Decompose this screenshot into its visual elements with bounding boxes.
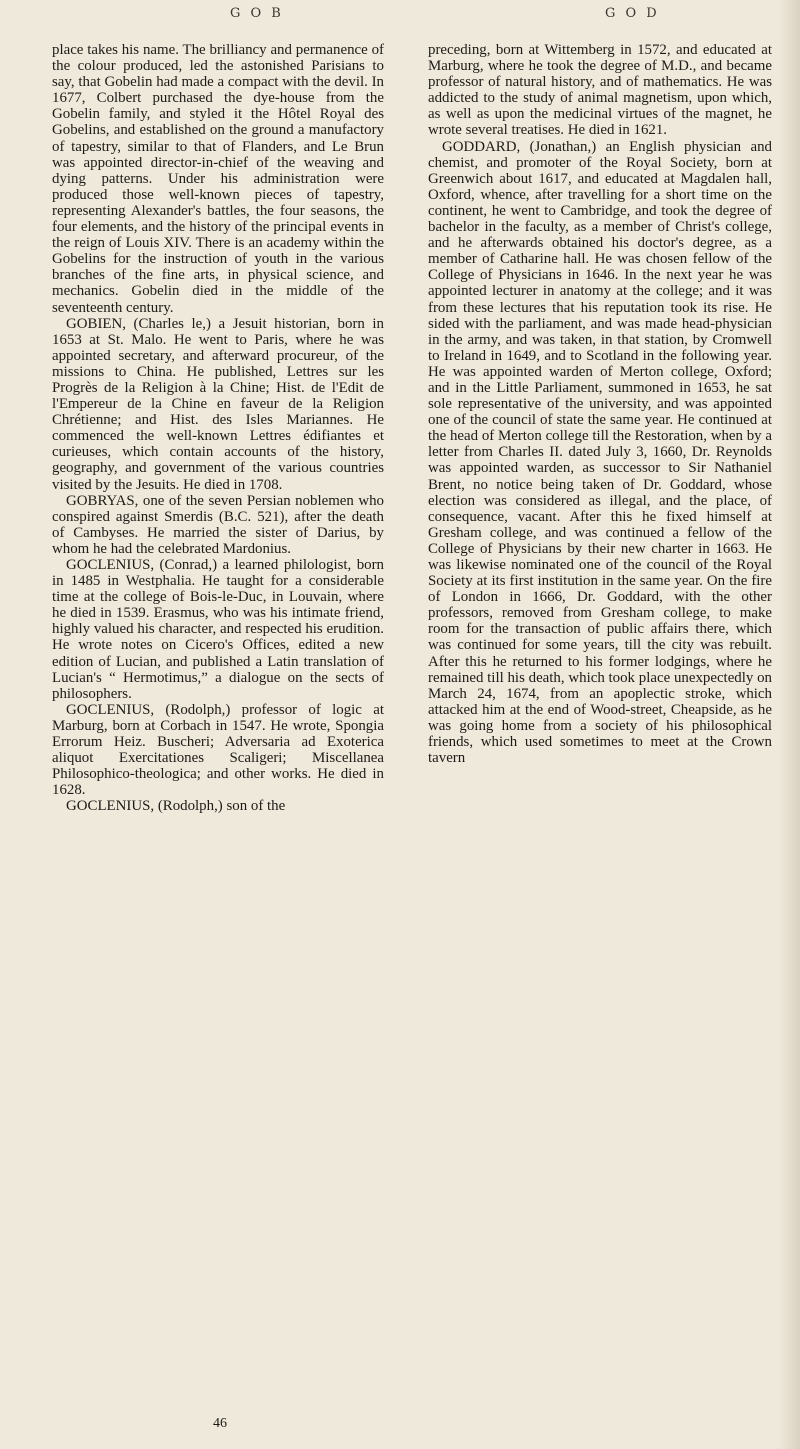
- page-edge-shadow: [778, 0, 800, 1449]
- paragraph: preceding, born at Wittemberg in 1572, and educated at Marburg, where he took the degree of M.D., and became professor of natural history, and of mathematics. He was addicted to the study of animal magnetism, upon which, as well as upon the medicinal virtues of the magnet, he wrote several treatises. He died in 1621.: [428, 42, 772, 139]
- entry-gobryas: GOBRYAS, one of the seven Persian noblemen who conspired against Smerdis (B.C. 521), after the death of Cambyses. He married the sister of Darius, by whom he had the celebrated Mardonius.: [52, 492, 384, 557]
- entry-goclenius-rodolph: GOCLENIUS, (Rodolph,) professor of logic at Marburg, born at Corbach in 1547. He wrote, Spongia Errorum Heiz. Buscheri; Adversaria ad Exoterica aliquot Exercitationes Scaligeri; Miscellanea Philosophico-theologica; and other works. He died in 1628.: [52, 701, 384, 799]
- entry-goclenius-conrad: GOCLENIUS, (Conrad,) a learned philologist, born in 1485 in Westphalia. He taught for a considerable time at the college of Bois-le-Duc, in Louvain, where he died in 1539. Erasmus, who was his intimate friend, highly valued his character, and respected his erudition. He wrote notes on Cicero's Offices, edited a new edition of Lucian, and published a Latin translation of Lucian's “ Hermotimus,” a dialogue on the sects of philosophers.: [52, 557, 384, 702]
- right-column: [428, 42, 772, 766]
- entry-goddard: GODDARD, (Jonathan,) an English physician and chemist, and promoter of the Royal Society, born at Greenwich about 1617, and educated at Magdalen hall, Oxford, whence, after travelling for a short time on the continent, he went to Cambridge, and took the degree of bachelor in the faculty, as a member of Christ's college, and he afterwards obtained his doctor's degree, as a member of Catharine hall. He was chosen fellow of the College of Physicians in 1646. In the next year he was appointed lecturer in anatomy at the college; and it was from these lectures that his reputation took its rise. He sided with the parliament, and was made head-physician in the army, and was taken, in that station, by Cromwell to Ireland in 1649, and to Scotland in the following year. He was appointed warden of Merton college, Oxford; and in the Little Parliament, summoned in 1653, he sat sole representative of the university, and was appointed one of the council of state the same year. He continued at the head of Merton college till the Restoration, when by a letter from Charles II. dated July 3, 1660, Dr. Reynolds was appointed warden, as successor to Sir Nathaniel Brent, no notice being taken of Dr. Goddard, whose election was considered as illegal, and the place, of consequence, vacant. After this he fixed himself at Gresham college, and was continued a fellow of the College of Physicians by their new charter in 1663. He was likewise nominated one of the council of the Royal Society at its first institution in the same year. On the fire of London in 1666, Dr. Goddard, with the other professors, removed from Gresham college, to make room for the transaction of public affairs there, which was continued for some years, till the city was rebuilt. After this he returned to his former lodgings, where he remained till his death, which took place unexpectedly on March 24, 1674, from an apoplectic stroke, which attacked him at the end of Wood-street, Cheapside, as he was going home from a society of his philosophical friends, which used sometimes to meet at the Crown tavern: [428, 138, 772, 767]
- running-header-left: G O B: [230, 6, 284, 21]
- entry-gobien: GOBIEN, (Charles le,) a Jesuit historian, born in 1653 at St. Malo. He went to Paris, where he was appointed secretary, and afterward procureur, of the missions to China. He published, Lettres sur les Progrès de la Religion à la Chine; Hist. de l'Edit de l'Empereur de la Chine en faveur de la Religion Chrétienne; and Hist. des Isles Mariannes. He commenced the well-known Lettres édifiantes et curieuses, which contain accounts of the history, geography, and government of the various countries visited by the Jesuits. He died in 1708.: [52, 315, 384, 493]
- left-column: [52, 42, 384, 815]
- paragraph: place takes his name. The brilliancy and permanence of the colour produced, led the astonished Parisians to say, that Gobelin had made a compact with the devil. In 1677, Colbert purchased the dye-house from the Gobelin family, and styled it the Hôtel Royal des Gobelins, and established on the ground a manufactory of tapestry, similar to that of Flanders, and Le Brun was appointed director-in-chief of the weaving and dying patterns. Under his administration were produced those well-known pieces of tapestry, representing Alexander's battles, the four seasons, the four elements, and the history of the principal events in the reign of Louis XIV. There is an academy within the Gobelins for the instruction of youth in the various branches of the fine arts, in physical science, and mechanics. Gobelin died in the middle of the seventeenth century.: [52, 42, 384, 316]
- running-header-right: G O D: [605, 6, 660, 21]
- page-number: 46: [213, 1416, 227, 1431]
- entry-goclenius-rodolph-son: GOCLENIUS, (Rodolph,) son of the: [66, 798, 286, 815]
